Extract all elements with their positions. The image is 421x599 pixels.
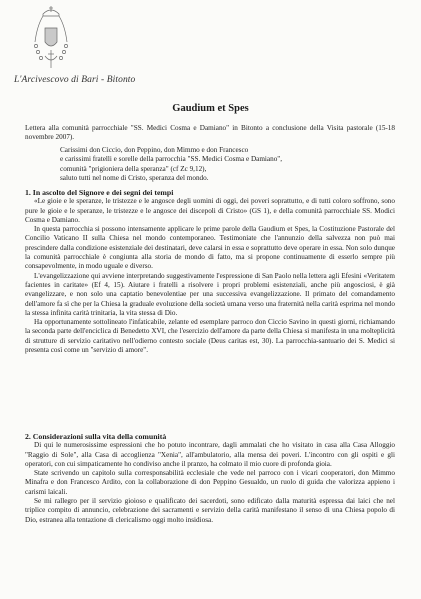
intro-text: Lettera alla comunità parrocchiale "SS. Medici Cosma e Damiano" in Bitonto a conclusione della Visita pastorale (15-18 novembre 2007). <box>25 124 395 142</box>
body-paragraph: L'evangelizzazione qui avviene interpretando suggestivamente l'espressione di San Paolo nella lettera agli Efesini «Veritatem facientes in caritate» (Ef 4, 15). Aiutare i fratelli a risolvere i propri problemi esistenziali, anche più angosciosi, è già evangelizzare, e non solo una captatio benevolentiae per una successiva evangelizzazione. Il primato del comandamento dell'amore fa sì che per la Chiesa la graduale evoluzione della società umana verso una fraternità nella carità esprima nel mondo la stessa infinita carità trinitaria, la vita stessa di Dio. <box>25 271 395 317</box>
intro-paragraph <box>25 124 395 143</box>
body-paragraph: «Le gioie e le speranze, le tristezze e le angosce degli uomini di oggi, dei poveri soprattutto, e di tutti coloro soffrono, sono pure le gioie e le speranze, le tristezze e le angosce dei discepoli di Cristo» (GS 1), e della comunità parrocchiale SS. Modici Cosma e Damiano. <box>25 197 395 224</box>
greeting-line: Carissimi don Ciccio, don Peppino, don Mimmo e don Francesco <box>60 146 249 154</box>
body-paragraph: In questa parrocchia si possono intensamente applicare le prime parole della Gaudium et Spes, la Costituzione Pastorale del Concilio Vaticano II sulla Chiesa nel mondo contemporaneo. Testimoniate che l'annunzio della salvezza non può mai prescindere dalla condizione esistenziale dei destinatari, deve calarsi in essa e soprattutto deve operare in essa. Non solo dunque la comunità parrocchiale è congiunta alla storia de mondo di fatto, ma si propone continuamente di esserlo sempre più consapevolmente, in modo uguale e diverso. <box>25 225 395 271</box>
greeting-line: saluto tutti nel nome di Cristo, speranza del mondo. <box>60 173 209 182</box>
section-heading: 1. In ascolto del Signore e dei segni dei tempi <box>25 188 174 197</box>
letterhead-sender: L'Arcivescovo di Bari - Bitonto <box>14 75 136 85</box>
document-title: Gaudium et Spes <box>172 103 249 114</box>
body-paragraph: Ha opportunamente sottolineato l'infaticabile, zelante ed esemplare parroco don Ciccio Savino in questi giorni, richiamando la seconda parte dell'enciclica di Benedetto XVI, che l'esercizio dell'amore da parte della Chiesa si manifesta in una molteplicità di strutture di servizio caritativo nell'odierno contesto sociale (Deus caritas est, 30). La parrocchia-santuario dei S. Medici si presenta così come un "servizio di amore". <box>25 318 395 355</box>
greeting-block <box>60 146 380 183</box>
body-paragraph: Di qui le numerosissime espressioni che ho potuto incontrare, dagli ammalati che ho visitato in casa alla Casa Alloggio "Raggio di Sole", alla Casa di accoglienza "Xenia", all'ambulatorio, alla mensa dei poveri. L'incontro con gli ospiti e gli operatori, con cui simpaticamente ho condiviso anche il pranzo, ha colmato il mio cuore di profonda gioia. <box>25 441 395 468</box>
archiepiscopal-coat-of-arms-icon <box>33 4 69 72</box>
body-paragraph: Se mi rallegro per il servizio gioioso e qualificato dei sacerdoti, sono edificato dalla maturità espressa dai laici che nel triplice compito di annuncio, celebrazione dei sacramenti e servizio della carità manifestano il senso di una Chiesa popolo di Dio, estranea alla tentazione di clericalismo oggi molto insidiosa. <box>25 497 395 524</box>
body-paragraph: State scrivendo un capitolo sulla corresponsabilità ecclesiale che vede nel parroco con i vicari cooperatori, don Mimmo Minafra e don Francesco Ardito, con la collaborazione di don Peppino Gesualdo, un ruolo di guida che valorizza appieno i carismi laicali. <box>25 469 395 496</box>
greeting-line: comunità "prigioniera della speranza" (cf Zc 9,12), <box>60 164 207 173</box>
section-2 <box>25 432 395 525</box>
section-heading: 2. Considerazioni sulla vita della comunità <box>25 432 167 441</box>
greeting-line: e carissimi fratelli e sorelle della parrocchia "SS. Medici Cosma e Damiano", <box>60 155 283 164</box>
section-1 <box>25 188 395 355</box>
